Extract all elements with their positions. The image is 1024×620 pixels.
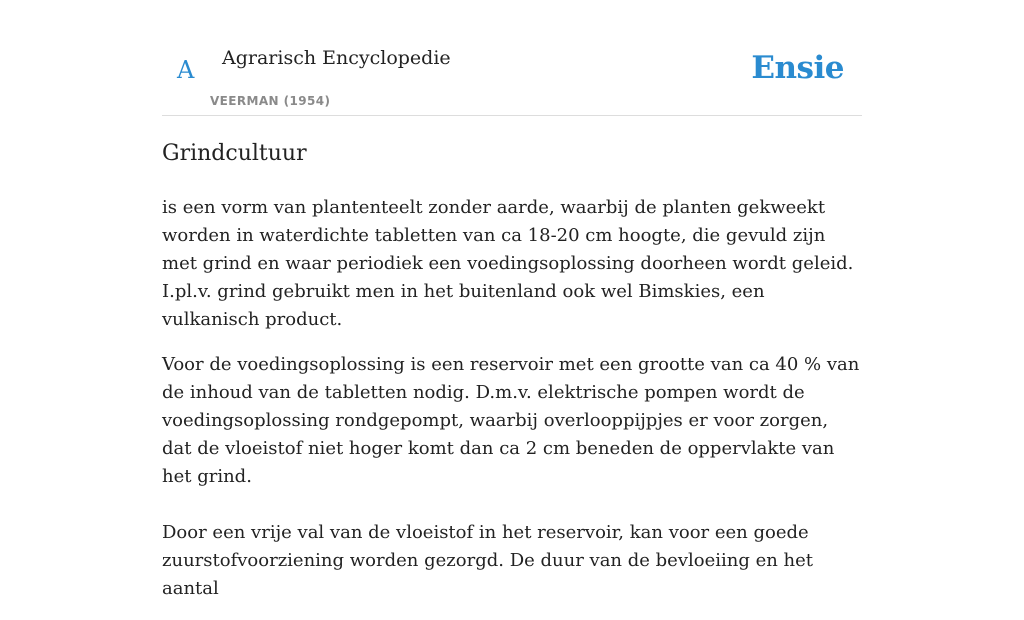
page-header xyxy=(162,0,862,116)
entry-title: Grindcultuur xyxy=(162,141,307,166)
letter-index-link[interactable]: A xyxy=(177,56,195,84)
entry-paragraph: is een vorm van plantenteelt zonder aarde, waarbij de planten gekweekt worden in waterdichte tabletten van ca 18-20 cm hoogte, die gevuld zijn met grind en waar periodiek een voedingsoplossing doorheen wordt geleid. I.pl.v. grind gebruikt men in het buitenland ook wel Bimskies, een vulkanisch product. xyxy=(162,197,854,330)
book-title[interactable]: Agrarisch Encyclopedie xyxy=(222,47,451,69)
entry-paragraph: Voor de voedingsoplossing is een reservoir met een grootte van ca 40 % van de inhoud van de tabletten nodig. D.m.v. elektrische pompen wordt de voedingsoplossing rondgepompt, waarbij overlooppijpjes er voor zorgen, dat de vloeistof niet hoger komt dan ca 2 cm beneden de oppervlakte van het grind. xyxy=(162,354,860,487)
ensie-logo[interactable]: Ensie xyxy=(751,50,844,86)
entry-paragraph: Door een vrije val van de vloeistof in het reservoir, kan voor een goede zuurstofvoorziening worden gezorgd. De duur van de bevloeiing en het aantal xyxy=(162,522,814,599)
entry-content xyxy=(162,136,862,620)
book-author: VEERMAN (1954) xyxy=(210,94,331,108)
